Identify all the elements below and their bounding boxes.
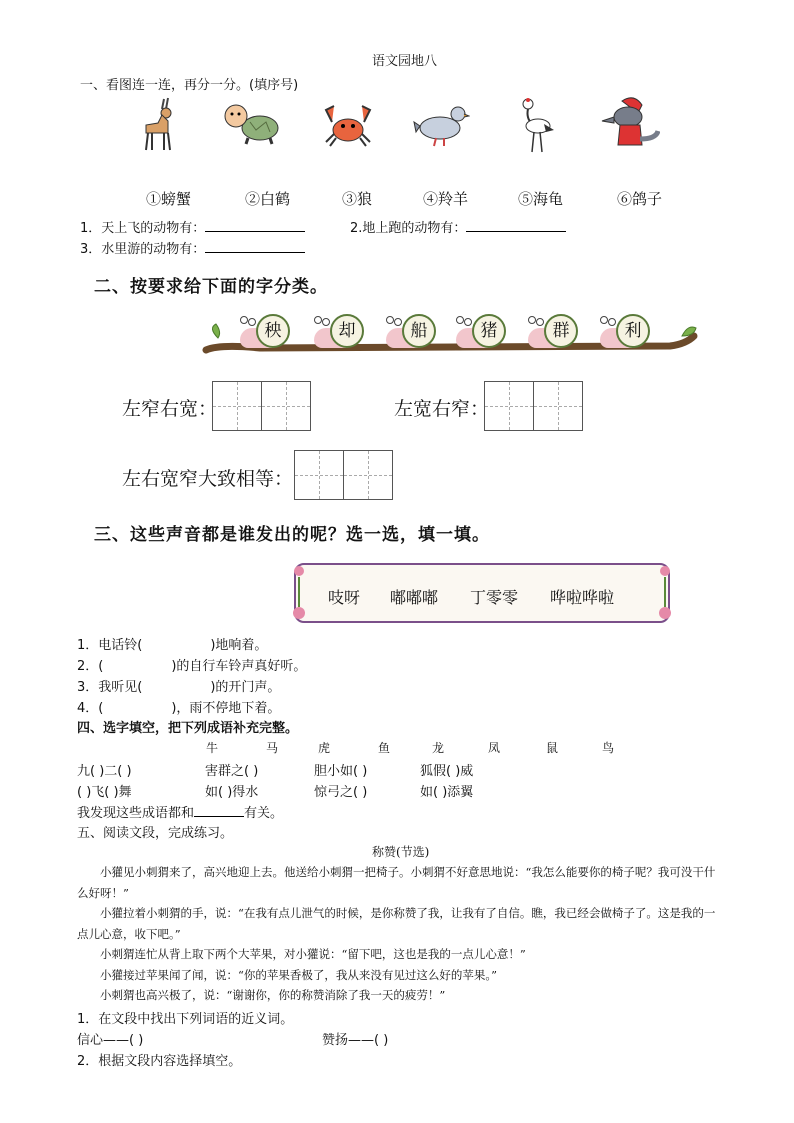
answer-blank[interactable] <box>205 240 305 253</box>
category-equal: 左右宽窄大致相等： <box>122 468 294 490</box>
animal-label: ①螃蟹 <box>146 190 192 208</box>
section4-heading: 四、选字填空，把下列成语补充完整。 <box>77 721 299 736</box>
synonym-blank[interactable]: 信心——( ) <box>77 1033 144 1048</box>
option-char: 凤 <box>488 741 501 755</box>
antelope-icon <box>140 95 180 153</box>
idiom: 惊弓之( ) <box>314 785 368 800</box>
idiom: 九( )二( ) <box>77 764 132 779</box>
sound-question: 1．电话铃( )地响着。 <box>77 638 268 653</box>
char-tile: 船 <box>402 314 436 348</box>
section5-heading: 五、阅读文段，完成练习。 <box>77 826 234 841</box>
sound-word: 嘟嘟嘟 <box>390 588 439 607</box>
passage-title: 称赞(节选) <box>372 845 430 859</box>
writing-grid[interactable] <box>294 450 393 500</box>
q-sky: 1．天上飞的动物有： <box>80 217 305 236</box>
sound-word: 哗啦哗啦 <box>550 588 615 607</box>
animal-label: ④羚羊 <box>423 190 469 208</box>
idiom: 狐假( )威 <box>420 764 474 779</box>
option-char: 鼠 <box>546 741 559 755</box>
paragraph: 小獾见小刺猬来了，高兴地迎上去。他送给小刺猬一把椅子。小刺猬不好意思地说：“我怎么能要你的椅子呢？我可没干什么好呀！” <box>77 865 716 900</box>
paragraph: 小獾拉着小刺猬的手，说：“在我有点儿泄气的时候，是你称赞了我，让我有了自信。瞧，我已经会做椅子了。这是我的一点儿心意，收下吧。” <box>77 906 716 941</box>
animal-label: ⑥鸽子 <box>617 190 663 208</box>
answer-blank[interactable] <box>194 804 244 817</box>
section1-heading: 一、看图连一连，再分一分。(填序号) <box>80 78 299 93</box>
option-char: 牛 <box>206 741 219 755</box>
exercise-q1: 1．在文段中找出下列词语的近义词。 <box>77 1012 294 1027</box>
section2-heading: 二、按要求给下面的字分类。 <box>94 277 328 297</box>
sound-question: 3．我听见( )的开门声。 <box>77 680 281 695</box>
paragraph: 小刺猬连忙从背上取下两个大苹果，对小獾说：“留下吧，这也是我的一点儿心意！” <box>100 947 526 961</box>
page-title: 语文园地八 <box>372 54 438 69</box>
animal-label: ②白鹤 <box>245 190 291 208</box>
sound-question: 4．( )，雨不停地下着。 <box>77 701 281 716</box>
idiom: 胆小如( ) <box>314 764 368 779</box>
char-tile: 却 <box>330 314 364 348</box>
q-land: 2.地上跑的动物有： <box>350 217 566 236</box>
option-char: 马 <box>266 741 279 755</box>
option-char: 鱼 <box>378 741 391 755</box>
option-char: 龙 <box>432 741 445 755</box>
exercise-q2: 2．根据文段内容选择填空。 <box>77 1054 242 1069</box>
paragraph: 小刺猬也高兴极了，说：“谢谢你，你的称赞消除了我一天的疲劳！” <box>100 988 446 1002</box>
passage <box>77 862 717 1006</box>
idiom: 如( )得水 <box>205 785 259 800</box>
writing-grid[interactable] <box>212 381 311 431</box>
idiom: ( )飞( )舞 <box>77 785 132 800</box>
turtle-icon <box>222 100 282 146</box>
animal-label: ③狼 <box>342 190 373 208</box>
answer-blank[interactable] <box>466 219 566 232</box>
flower-icon <box>656 561 674 625</box>
char-tile: 利 <box>616 314 650 348</box>
idiom-conclusion: 我发现这些成语都和 有关。 <box>77 806 284 821</box>
char-tile: 猪 <box>472 314 506 348</box>
option-char: 鸟 <box>602 741 615 755</box>
crab-icon <box>322 100 374 148</box>
sound-word-banner <box>294 563 670 623</box>
synonym-blank[interactable]: 赞扬——( ) <box>322 1033 389 1048</box>
wolf-icon <box>598 95 660 151</box>
sound-word: 丁零零 <box>470 588 519 607</box>
animal-label: ⑤海龟 <box>518 190 564 208</box>
option-char: 虎 <box>318 741 331 755</box>
section3-heading: 三、这些声音都是谁发出的呢？选一选，填一填。 <box>94 525 490 545</box>
char-tile: 秧 <box>256 314 290 348</box>
q-water: 3．水里游的动物有： <box>80 238 305 257</box>
sound-word: 吱呀 <box>328 588 361 607</box>
writing-grid[interactable] <box>484 381 583 431</box>
category-left-wide: 左宽右窄： <box>394 398 490 420</box>
idiom: 害群之( ) <box>205 764 259 779</box>
paragraph: 小獾接过苹果闻了闻，说：“你的苹果香极了，我从来没有见过这么好的苹果。” <box>100 967 498 982</box>
flower-icon <box>290 561 308 625</box>
crane-icon <box>514 96 556 154</box>
sound-question: 2．( )的自行车铃声真好听。 <box>77 659 307 674</box>
idiom: 如( )添翼 <box>420 785 474 800</box>
answer-blank[interactable] <box>205 219 305 232</box>
char-tile: 群 <box>544 314 578 348</box>
pigeon-icon <box>412 100 470 150</box>
category-left-narrow: 左窄右宽： <box>122 398 218 420</box>
